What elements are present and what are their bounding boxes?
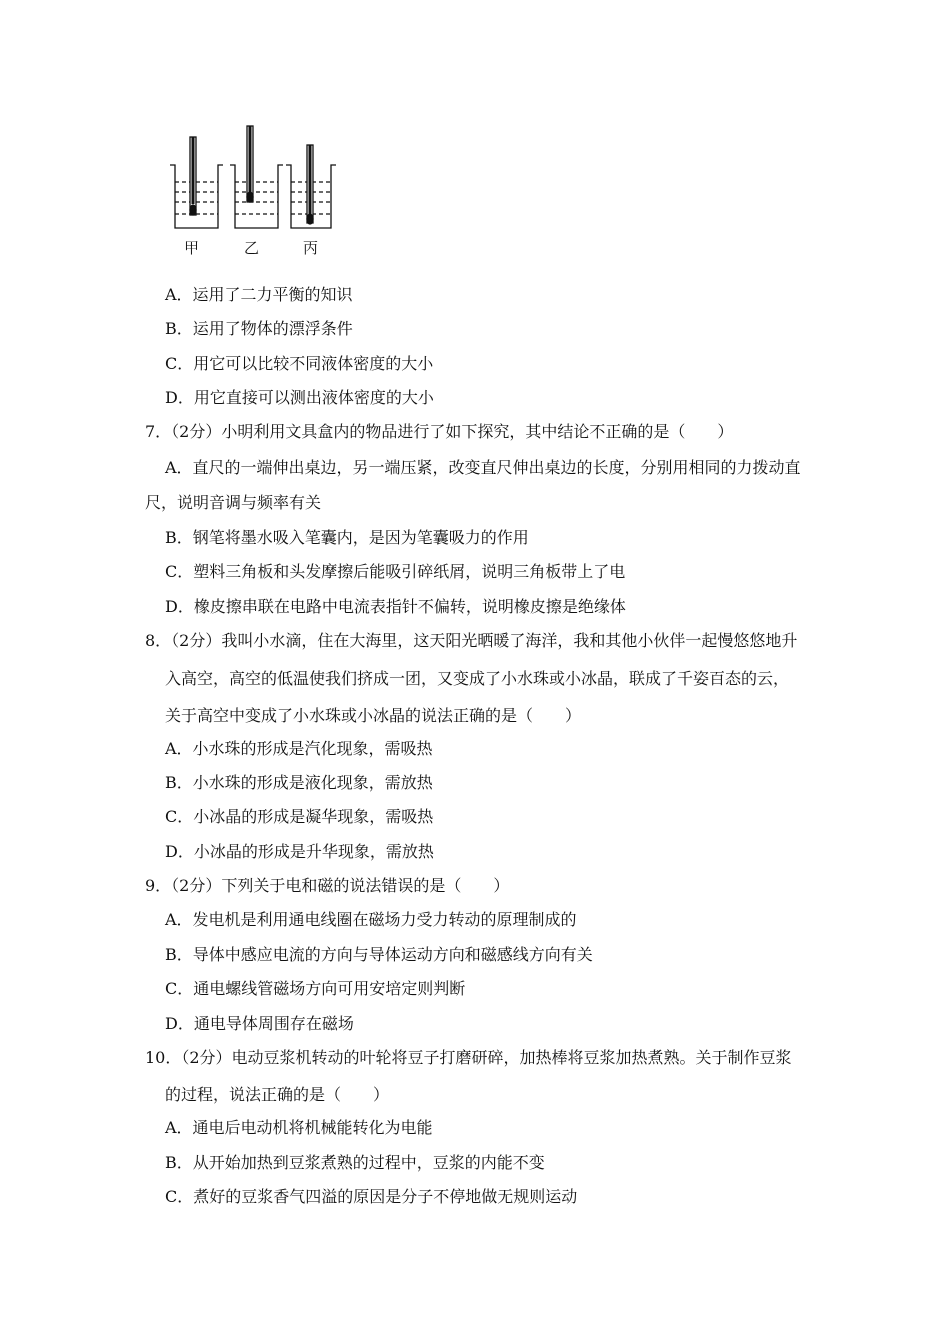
q8-option-a: A．小水珠的形成是汽化现象，需吸热 [165,739,433,758]
q10-option-a: A．通电后电动机将机械能转化为电能 [165,1118,433,1137]
q6-option-c: C．用它可以比较不同液体密度的大小 [165,354,434,373]
q8-option-d: D．小冰晶的形成是升华现象，需放热 [165,842,434,861]
q6-option-b: B．运用了物体的漂浮条件 [165,319,353,338]
densimeter-beakers-figure [165,122,345,262]
q9-option-b: B．导体中感应电流的方向与导体运动方向和磁感线方向有关 [165,945,593,964]
q10-option-c: C．煮好的豆浆香气四溢的原因是分子不停地做无规则运动 [165,1187,578,1206]
q8-option-c: C．小冰晶的形成是凝华现象，需吸热 [165,807,434,826]
q7-stem: 7．（2分）小明利用文具盒内的物品进行了如下探究，其中结论不正确的是（ ） [145,422,734,441]
q6-option-d: D．用它直接可以测出液体密度的大小 [165,388,434,407]
beaker-yi [230,126,283,228]
q8-stem-line3: 关于高空中变成了小水珠或小冰晶的说法正确的是（ ） [165,706,582,725]
q10-stem-line2: 的过程，说法正确的是（ ） [165,1085,390,1104]
q7-option-c: C．塑料三角板和头发摩擦后能吸引碎纸屑，说明三角板带上了电 [165,562,626,581]
q8-option-b: B．小水珠的形成是液化现象，需放热 [165,773,433,792]
beakers-diagram [165,122,345,262]
label-jia: 甲 [184,239,200,257]
q9-option-d: D．通电导体周围存在磁场 [165,1014,354,1033]
q6-option-a: A．运用了二力平衡的知识 [165,285,353,304]
q9-option-a: A．发电机是利用通电线圈在磁场力受力转动的原理制成的 [165,910,577,929]
q10-option-b: B．从开始加热到豆浆煮熟的过程中，豆浆的内能不变 [165,1153,545,1172]
q8-stem-line1: 8．（2分）我叫小水滴，住在大海里，这天阳光晒暖了海洋，我和其他小伙伴一起慢悠悠地升 [145,631,798,650]
label-yi: 乙 [244,239,260,257]
beaker-jia [170,137,223,228]
q10-stem-line1: 10．（2分）电动豆浆机转动的叶轮将豆子打磨研碎，加热棒将豆浆加热煮熟。关于制作豆浆 [145,1048,792,1067]
q7-option-d: D．橡皮擦串联在电路中电流表指针不偏转，说明橡皮擦是绝缘体 [165,597,626,616]
label-bing: 丙 [303,239,319,257]
q9-stem: 9．（2分）下列关于电和磁的说法错误的是（ ） [145,876,510,895]
q8-stem-line2: 入高空，高空的低温使我们挤成一团，又变成了小水珠或小冰晶，联成了千姿百态的云， [165,669,790,688]
q9-option-c: C．通电螺线管磁场方向可用安培定则判断 [165,979,466,998]
beaker-bing [286,145,336,228]
q7-option-b: B．钢笔将墨水吸入笔囊内，是因为笔囊吸力的作用 [165,528,529,547]
q7-option-a-line2: 尺，说明音调与频率有关 [145,493,322,512]
q7-option-a-line1: A．直尺的一端伸出桌边，另一端压紧，改变直尺伸出桌边的长度，分别用相同的力拨动直 [165,458,801,477]
